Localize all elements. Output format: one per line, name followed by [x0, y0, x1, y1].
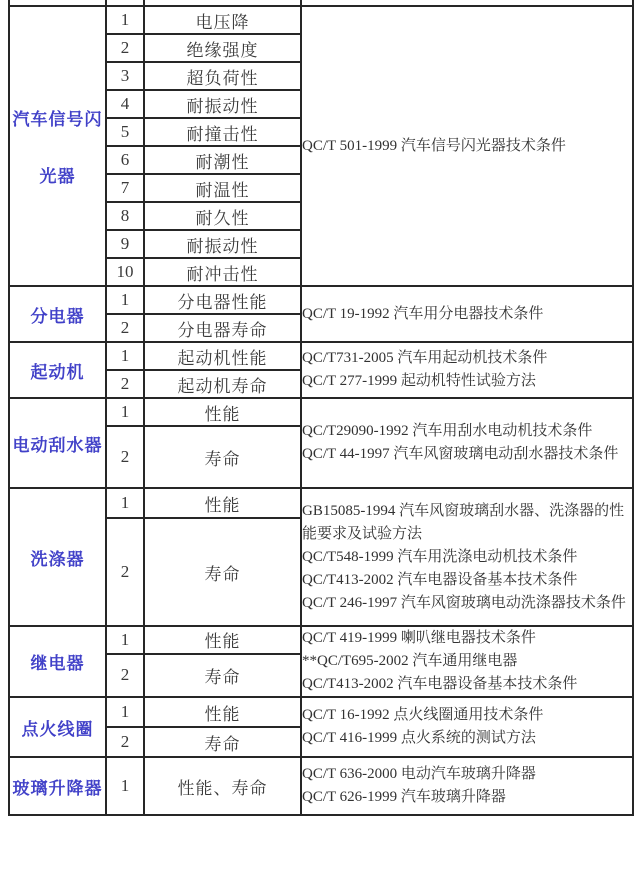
cutoff-row-top [8, 0, 634, 5]
category-label: 点火线圈 [21, 719, 94, 739]
table-row [9, 626, 633, 654]
standards-cell [301, 757, 633, 815]
standard-line: QC/T 636-2000 电动汽车玻璃升降器 [302, 766, 536, 782]
table-row [9, 6, 633, 34]
category-label: 光器 [39, 167, 76, 186]
row-number-cell: 1 [106, 6, 144, 34]
standard-line: QC/T 419-1999 喇叭继电器技术条件 [302, 630, 536, 646]
row-number-cell: 4 [106, 90, 144, 118]
standard-line: QC/T548-1999 汽车用洗涤电动机技术条件 [302, 548, 578, 565]
row-number-cell: 1 [106, 286, 144, 314]
standard-line: QC/T 277-1999 起动机特性试验方法 [302, 373, 536, 389]
standard-line: GB15085-1994 汽车风窗玻璃刮水器、洗涤器的性能要求及试验方法 [302, 502, 625, 542]
standards-cell [301, 626, 633, 697]
table-row [9, 488, 633, 518]
category-cell [9, 398, 106, 488]
test-item-cell: 分电器寿命 [144, 314, 301, 342]
row-number-cell: 2 [106, 314, 144, 342]
test-item-cell: 性能 [144, 697, 301, 727]
test-item-cell: 寿命 [144, 426, 301, 488]
test-item-cell: 耐撞击性 [144, 118, 301, 146]
category-cell [9, 488, 106, 626]
test-item-cell: 耐久性 [144, 202, 301, 230]
cutoff-cell [10, 0, 107, 5]
test-item-cell: 起动机寿命 [144, 370, 301, 398]
standards-table [8, 5, 634, 816]
standard-line: QC/T 626-1999 汽车玻璃升降器 [302, 789, 506, 805]
standards-table-wrap [8, 0, 634, 816]
test-item-cell: 耐振动性 [144, 90, 301, 118]
row-number-cell: 2 [106, 34, 144, 62]
standard-line: QC/T 19-1992 汽车用分电器技术条件 [302, 305, 544, 322]
standards-cell [301, 286, 633, 342]
category-label: 继电器 [30, 654, 85, 673]
row-number-cell: 2 [106, 727, 144, 757]
standard-line: QC/T413-2002 汽车电器设备基本技术条件 [302, 571, 578, 588]
row-number-cell: 3 [106, 62, 144, 90]
category-label: 洗涤器 [30, 549, 85, 569]
standards-cell [301, 697, 633, 757]
standard-line: QC/T 501-1999 汽车信号闪光器技术条件 [302, 137, 566, 154]
category-cell [9, 626, 106, 697]
test-item-cell: 性能 [144, 398, 301, 426]
test-item-cell: 寿命 [144, 727, 301, 757]
row-number-cell: 7 [106, 174, 144, 202]
test-item-cell: 性能、寿命 [144, 757, 301, 815]
standard-line: QC/T 44-1997 汽车风窗玻璃电动刮水器技术条件 [302, 446, 619, 462]
standards-cell [301, 398, 633, 488]
test-item-cell: 电压降 [144, 6, 301, 34]
row-number-cell: 1 [106, 757, 144, 815]
table-row [9, 398, 633, 426]
table-row [9, 286, 633, 314]
test-item-cell: 耐潮性 [144, 146, 301, 174]
category-label: 玻璃升降器 [12, 778, 103, 798]
row-number-cell: 1 [106, 342, 144, 370]
category-cell [9, 757, 106, 815]
standard-line: QC/T 246-1997 汽车风窗玻璃电动洗涤器技术条件 [302, 594, 626, 611]
row-number-cell: 2 [106, 370, 144, 398]
standards-cell [301, 6, 633, 286]
cutoff-cell [302, 0, 632, 5]
standard-line: QC/T731-2005 汽车用起动机技术条件 [302, 350, 548, 366]
test-item-cell: 性能 [144, 626, 301, 654]
test-item-cell: 耐振动性 [144, 230, 301, 258]
category-label: 汽车信号闪 [12, 110, 103, 129]
test-item-cell: 起动机性能 [144, 342, 301, 370]
test-item-cell: 超负荷性 [144, 62, 301, 90]
test-item-cell: 耐冲击性 [144, 258, 301, 286]
test-item-cell: 性能 [144, 488, 301, 518]
table-row [9, 342, 633, 370]
row-number-cell: 8 [106, 202, 144, 230]
row-number-cell: 1 [106, 488, 144, 518]
category-cell [9, 6, 106, 286]
category-label: 起动机 [30, 362, 85, 382]
table-row [9, 697, 633, 727]
standard-line: QC/T 416-1999 点火系统的测试方法 [302, 730, 536, 746]
standards-cell [301, 342, 633, 398]
row-number-cell: 2 [106, 518, 144, 626]
test-item-cell: 寿命 [144, 518, 301, 626]
row-number-cell: 1 [106, 398, 144, 426]
category-label: 分电器 [30, 306, 85, 326]
row-number-cell: 10 [106, 258, 144, 286]
row-number-cell: 2 [106, 426, 144, 488]
test-item-cell: 耐温性 [144, 174, 301, 202]
standards-cell [301, 488, 633, 626]
test-item-cell: 寿命 [144, 654, 301, 697]
row-number-cell: 6 [106, 146, 144, 174]
category-cell [9, 286, 106, 342]
standard-line: QC/T413-2002 汽车电器设备基本技术条件 [302, 676, 578, 692]
standard-line: QC/T 16-1992 点火线圈通用技术条件 [302, 707, 544, 723]
row-number-cell: 9 [106, 230, 144, 258]
row-number-cell: 1 [106, 626, 144, 654]
test-item-cell: 绝缘强度 [144, 34, 301, 62]
test-item-cell: 分电器性能 [144, 286, 301, 314]
row-number-cell: 1 [106, 697, 144, 727]
cutoff-cell [145, 0, 302, 5]
category-label: 电动刮水器 [12, 435, 103, 455]
cutoff-cell [107, 0, 145, 5]
row-number-cell: 5 [106, 118, 144, 146]
table-row [9, 757, 633, 815]
category-cell [9, 342, 106, 398]
row-number-cell: 2 [106, 654, 144, 697]
category-cell [9, 697, 106, 757]
standard-line: QC/T29090-1992 汽车用刮水电动机技术条件 [302, 423, 593, 439]
standard-line: **QC/T695-2002 汽车通用继电器 [302, 653, 518, 669]
